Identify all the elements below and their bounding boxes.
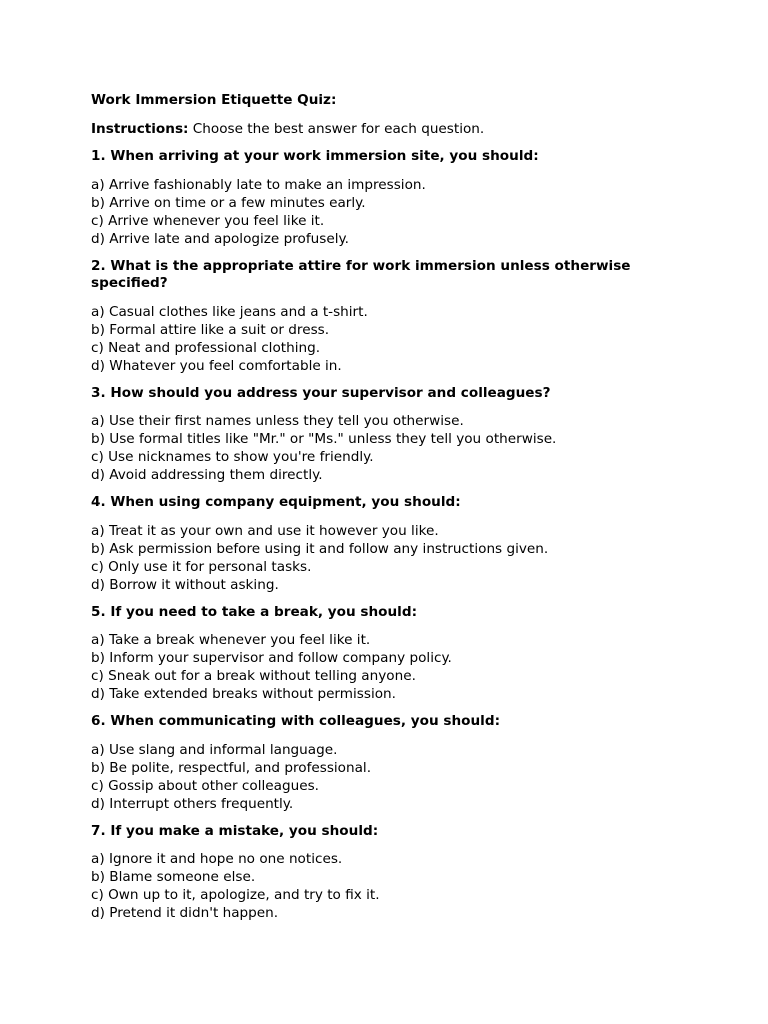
option-d: d) Take extended breaks without permission. (91, 686, 396, 702)
document-title: Work Immersion Etiquette Quiz: (91, 92, 337, 108)
option-c: c) Only use it for personal tasks. (91, 558, 312, 575)
option-d: d) Arrive late and apologize profusely. (91, 230, 349, 247)
option-c: c) Own up to it, apologize, and try to fix it. (91, 887, 380, 903)
options-list (91, 303, 688, 375)
question-7 (91, 823, 688, 923)
option-a: a) Arrive fashionably late to make an impression. (91, 176, 426, 193)
option-b: b) Arrive on time or a few minutes early. (91, 194, 366, 211)
option-b: b) Ask permission before using it and follow any instructions given. (91, 540, 549, 557)
option-b: b) Inform your supervisor and follow company policy. (91, 650, 452, 666)
option-b: b) Be polite, respectful, and professional. (91, 759, 372, 776)
option-a: a) Treat it as your own and use it however you like. (91, 522, 439, 539)
question-text: 3. How should you address your supervisor and colleagues? (91, 384, 551, 401)
question-1 (91, 148, 688, 248)
question-4 (91, 494, 688, 594)
question-text: 1. When arriving at your work immersion site, you should: (91, 148, 539, 164)
question-text: 4. When using company equipment, you should: (91, 494, 461, 510)
options-list (91, 631, 688, 703)
option-c: c) Arrive whenever you feel like it. (91, 212, 325, 229)
question-text: 7. If you make a mistake, you should: (91, 822, 379, 839)
question-text: 5. If you need to take a break, you should: (91, 603, 418, 620)
options-list (91, 522, 688, 594)
instructions-label: Instructions: (91, 121, 189, 137)
instructions-text: Choose the best answer for each question. (188, 121, 485, 137)
option-c: c) Neat and professional clothing. (91, 339, 321, 356)
option-c: c) Gossip about other colleagues. (91, 777, 319, 794)
question-2 (91, 258, 688, 375)
instructions (91, 120, 688, 138)
question-3 (91, 385, 688, 485)
option-c: c) Use nicknames to show you're friendly. (91, 449, 374, 465)
option-c: c) Sneak out for a break without telling anyone. (91, 668, 416, 684)
options-list (91, 850, 688, 922)
question-5 (91, 604, 688, 704)
options-list (91, 741, 688, 813)
option-a: a) Casual clothes like jeans and a t-shirt. (91, 303, 368, 320)
option-d: d) Whatever you feel comfortable in. (91, 357, 342, 374)
option-d: d) Avoid addressing them directly. (91, 467, 323, 483)
options-list (91, 176, 688, 248)
option-a: a) Ignore it and hope no one notices. (91, 851, 343, 867)
question-text: 6. When communicating with colleagues, you should: (91, 713, 501, 729)
question-6 (91, 713, 688, 813)
option-b: b) Blame someone else. (91, 869, 256, 885)
option-d: d) Borrow it without asking. (91, 576, 279, 593)
option-d: d) Pretend it didn't happen. (91, 905, 279, 921)
option-d: d) Interrupt others frequently. (91, 795, 294, 812)
option-a: a) Use their first names unless they tell you otherwise. (91, 413, 464, 429)
option-b: b) Formal attire like a suit or dress. (91, 321, 330, 338)
options-list (91, 412, 688, 484)
option-a: a) Take a break whenever you feel like it. (91, 632, 371, 648)
question-text: 2. What is the appropriate attire for work immersion unless otherwise specified? (91, 257, 631, 291)
option-a: a) Use slang and informal language. (91, 741, 338, 758)
option-b: b) Use formal titles like "Mr." or "Ms." unless they tell you otherwise. (91, 431, 557, 447)
